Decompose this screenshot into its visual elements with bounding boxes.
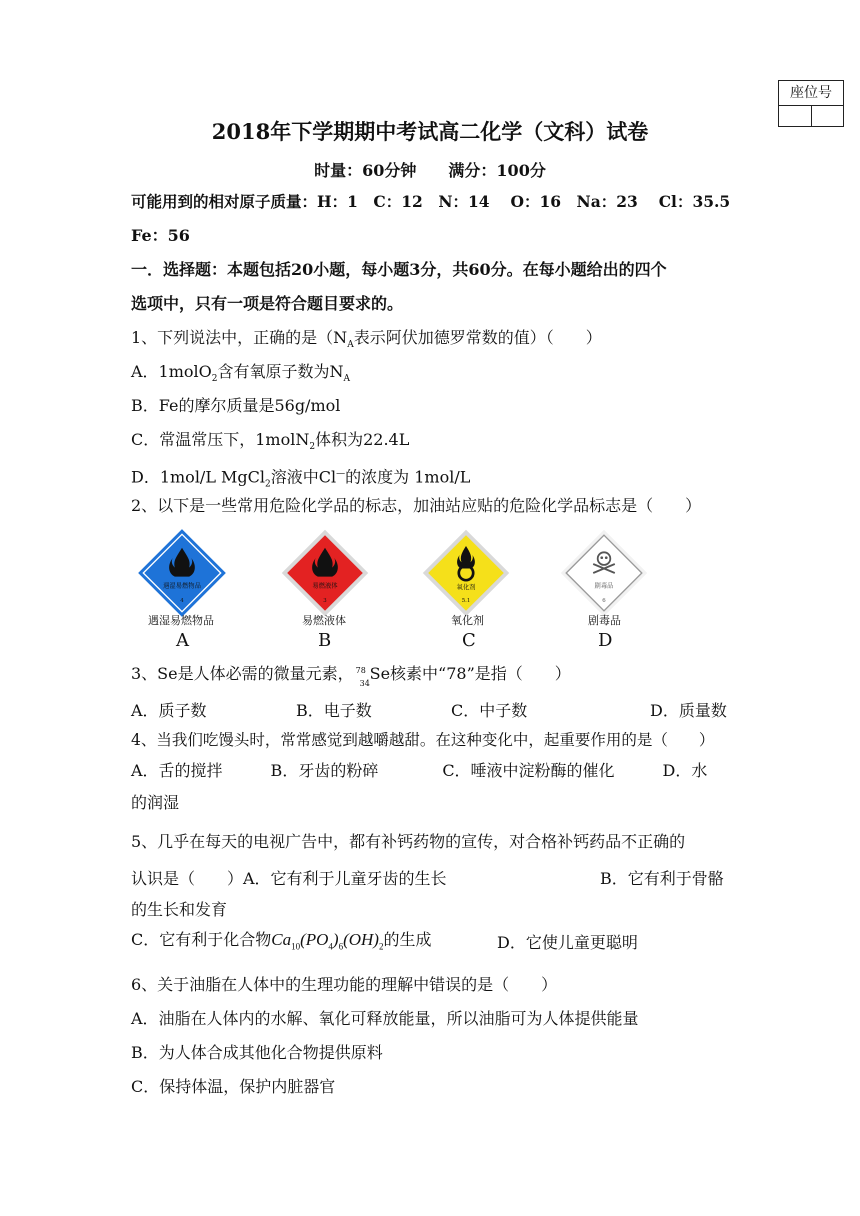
- question-4-options-continued: 的润湿: [131, 793, 180, 812]
- question-5-option-c: C．它有利于化合物$Ca_{10}(PO_4)_6(OH)_2$的生成: [131, 930, 432, 952]
- question-1-option-c: C．常温常压下，1molN$_2$体积为22.4L: [131, 430, 410, 453]
- sign-d-class-number: 6: [602, 597, 606, 604]
- hazard-sign-flammable-liquid-icon: [280, 528, 370, 618]
- sign-a-inner-text: 遇湿易燃物品: [163, 582, 201, 590]
- question-3-option-d: D．质量数: [650, 701, 727, 720]
- sign-c-class-number: 5.1: [461, 597, 471, 604]
- atomic-mass-line: 可能用到的相对原子质量：H：1 C：12 N：14 O：16 Na：23 Cl：35.5: [131, 192, 731, 211]
- sign-b-inner-text: 易燃液体: [312, 582, 338, 590]
- hazard-sign-dangerous-when-wet-icon: [137, 528, 227, 618]
- question-5-option-b-continued: 的生长和发育: [131, 900, 228, 919]
- hydroxyapatite-formula: $Ca_{10}(PO_4)_6(OH)_2$: [271, 930, 384, 952]
- sign-a-caption: 遇湿易燃物品: [148, 614, 214, 627]
- question-1-option-b: B．Fe的摩尔质量是56g/mol: [131, 396, 341, 415]
- question-3-stem: 3、Se是人体必需的微量元素， 78 34 Se核素中“78”是指（ ）: [131, 664, 571, 688]
- question-1-option-a: A．1molO$_2$含有氧原子数为$N_A$: [131, 362, 351, 385]
- sign-b-caption: 易燃液体: [302, 614, 346, 627]
- sign-d-letter: D: [598, 630, 613, 651]
- question-4-stem: 4、当我们吃馒头时，常常感觉到越嚼越甜。在这种变化中，起重要作用的是（ ）: [131, 731, 715, 749]
- sign-c-letter: C: [462, 630, 476, 651]
- question-6-option-b: B．为人体合成其他化合物提供原料: [131, 1043, 383, 1062]
- sign-d-caption: 剧毒品: [588, 614, 621, 627]
- question-1-stem: 1、下列说法中，正确的是（$N_A$表示阿伏加德罗常数的值）（ ）: [131, 328, 602, 351]
- sign-b-letter: B: [318, 630, 332, 651]
- question-3-option-a: A．质子数: [131, 701, 207, 720]
- exam-subtitle: 时量：60分钟 满分：100分: [314, 161, 546, 180]
- hazard-sign-oxidizer-icon: [421, 528, 511, 618]
- question-3-option-c: C．中子数: [451, 701, 528, 720]
- sign-c-caption: 氧化剂: [451, 614, 484, 627]
- sign-d-inner-text: 剧毒品: [594, 582, 614, 590]
- question-2-stem: 2、以下是一些常用危险化学品的标志，加油站应贴的危险化学品标志是（ ）: [131, 496, 702, 515]
- section-heading: 一．选择题：本题包括20小题，每小题3分，共60分。在每小题给出的四个: [131, 260, 667, 279]
- hazard-sign-toxic-icon: [559, 528, 649, 618]
- question-4-options: A．舌的搅拌 B．牙齿的粉碎 C．唾液中淀粉酶的催化 D．水: [131, 761, 708, 780]
- exam-title: 2018年下学期期中考试高二化学（文科）试卷: [211, 119, 649, 144]
- question-6-stem: 6、关于油脂在人体中的生理功能的理解中错误的是（ ）: [131, 975, 558, 994]
- atomic-mass-line-2: Fe：56: [131, 226, 190, 245]
- nuclide-symbol: 78 34: [355, 666, 370, 688]
- question-3-option-b: B．电子数: [296, 701, 372, 720]
- question-6-option-c: C．保持体温，保护内脏器官: [131, 1077, 336, 1096]
- seat-number-label: 座位号: [779, 81, 843, 106]
- sign-a-letter: A: [176, 630, 189, 651]
- section-heading-2: 选项中，只有一项是符合题目要求的。: [131, 294, 404, 313]
- question-1-option-d: D．1mol/L MgCl$_2$溶液中Cl—的浓度为 1mol/L: [131, 467, 471, 490]
- question-5-option-b: B．它有利于骨骼: [600, 869, 724, 888]
- question-5-option-a: 认识是（ ）A．它有利于儿童牙齿的生长: [131, 869, 447, 888]
- question-5-stem: 5、几乎在每天的电视广告中，都有补钙药物的宣传，对合格补钙药品不正确的: [131, 832, 686, 851]
- sign-b-class-number: 3: [323, 597, 327, 604]
- question-6-option-a: A．油脂在人体内的水解、氧化可释放能量，所以油脂可为人体提供能量: [131, 1009, 639, 1028]
- question-5-option-d: D．它使儿童更聪明: [497, 933, 638, 952]
- sign-c-inner-text: 氧化剂: [456, 584, 476, 592]
- sign-a-class-number: 4: [180, 597, 184, 604]
